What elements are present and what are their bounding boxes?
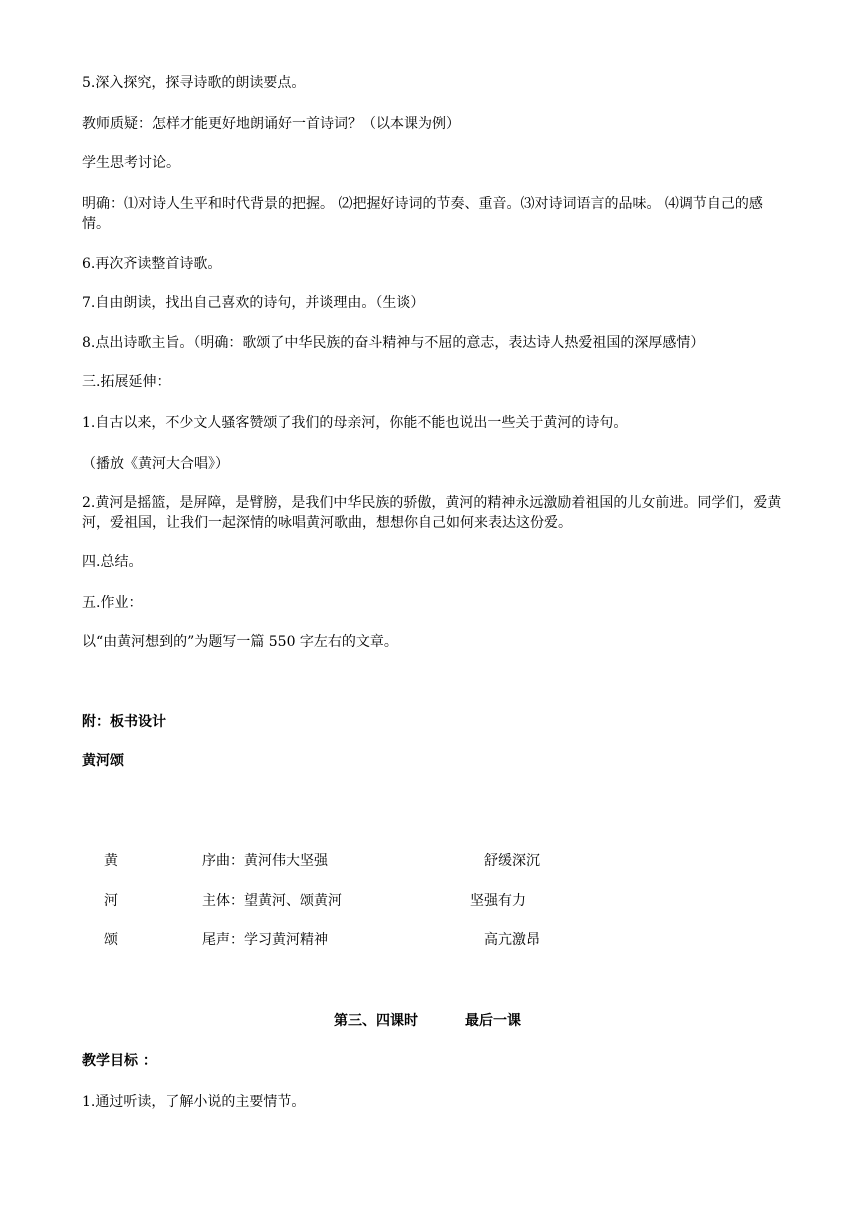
paragraph-play-song: （播放《黄河大合唱》） xyxy=(82,456,229,472)
lesson-heading-periods: 第三、四课时 xyxy=(334,1013,418,1029)
board-mood: 舒缓深沉 xyxy=(484,853,540,869)
board-part: 尾声：学习黄河精神 xyxy=(202,932,328,948)
board-mood: 高亢激昂 xyxy=(484,932,540,948)
lesson-heading-title: 最后一课 xyxy=(465,1013,521,1029)
teaching-goal-1: 1.通过听读，了解小说的主要情节。 xyxy=(82,1094,306,1110)
appendix-title: 附：板书设计 xyxy=(82,714,166,730)
board-char: 颂 xyxy=(104,932,118,948)
board-part: 序曲：黄河伟大坚强 xyxy=(202,853,328,869)
section-summary-heading: 四.总结。 xyxy=(82,554,143,570)
board-part: 主体：望黄河、颂黄河 xyxy=(202,893,342,909)
paragraph-step6: 6.再次齐读整首诗歌。 xyxy=(82,256,222,272)
paragraph-extension-2: 2.黄河是摇篮，是屏障，是臂膀，是我们中华民族的骄傲，黄河的精神永远激励着祖国的儿女前进。同学们，爱黄河，爱祖国，让我们一起深情的咏唱黄河歌曲，想想你自己如何来表达这份爱。 xyxy=(82,495,782,531)
paragraph-step7: 7.自由朗读，找出自己喜欢的诗句，并谈理由。（生谈） xyxy=(82,295,425,311)
section-extension-heading: 三.拓展延伸： xyxy=(82,374,171,390)
paragraph-step8: 8.点出诗歌主旨。（明确：歌颂了中华民族的奋斗精神与不屈的意志，表达诗人热爱祖国的深厚感情） xyxy=(82,335,705,351)
paragraph-step5: 5.深入探究，探寻诗歌的朗读要点。 xyxy=(82,75,306,91)
paragraph-student-discussion: 学生思考讨论。 xyxy=(82,155,180,171)
board-mood: 坚强有力 xyxy=(470,893,526,909)
section-homework-heading: 五.作业： xyxy=(82,595,143,611)
paragraph-clarification: 明确：⑴对诗人生平和时代背景的把握。 ⑵把握好诗词的节奏、重音。⑶对诗词语言的品味。 ⑷调节自己的感情。 xyxy=(82,196,763,232)
paragraph-teacher-question: 教师质疑：怎样才能更好地朗诵好一首诗词？（以本课为例） xyxy=(82,116,460,132)
board-char: 黄 xyxy=(104,853,118,869)
board-title: 黄河颂 xyxy=(82,753,124,769)
paragraph-extension-1: 1.自古以来，不少文人骚客赞颂了我们的母亲河，你能不能也说出一些关于黄河的诗句。 xyxy=(82,415,628,431)
teaching-goals-label: 教学目标 ： xyxy=(82,1053,157,1069)
board-char: 河 xyxy=(104,893,118,909)
paragraph-homework: 以“由黄河想到的”为题写一篇 550 字左右的文章。 xyxy=(82,634,398,650)
